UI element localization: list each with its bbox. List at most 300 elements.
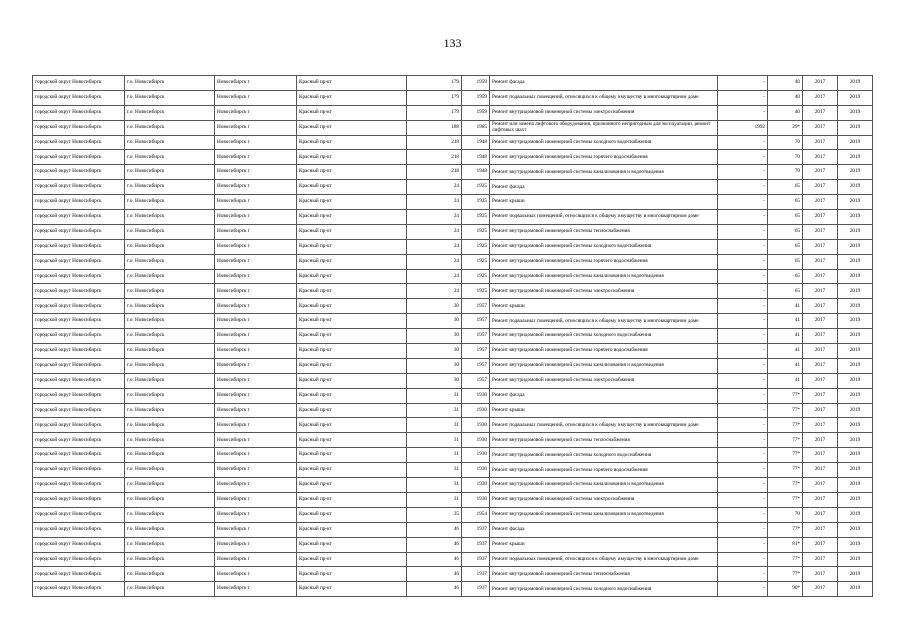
plan-end-cell: 2019 [838,329,873,344]
house-number-cell: 179 [407,90,462,105]
district-cell: г.о. Новосибирск [125,314,215,329]
table-row [33,567,873,582]
build-year-cell: 1925 [462,239,490,254]
plan-start-cell: 2017 [803,90,838,105]
work-type-cell: Ремонт внутридомовой инженерной системы холодного водоснабжения [490,448,718,463]
house-number-cell: 31 [407,492,462,507]
municipality-cell: городской округ Новосибирск [33,329,125,344]
plan-start-cell: 2017 [803,388,838,403]
wear-percent-cell: 70 [768,507,803,522]
work-type-cell: Ремонт внутридомовой инженерной системы теплоснабжения [490,224,718,239]
build-year-cell: 1937 [462,582,490,597]
table-row [33,105,873,120]
municipality-cell: городской округ Новосибирск [33,299,125,314]
street-cell: Красный пр-кт [297,507,407,522]
city-cell: Новосибирск г [215,403,297,418]
municipality-cell: городской округ Новосибирск [33,492,125,507]
wear-percent-cell: 77* [768,433,803,448]
lift-year-cell: - [718,344,768,359]
house-number-cell: 46 [407,582,462,597]
street-cell: Красный пр-кт [297,165,407,180]
street-cell: Красный пр-кт [297,180,407,195]
house-number-cell: 179 [407,105,462,120]
lift-year-cell: - [718,567,768,582]
plan-end-cell: 2019 [838,537,873,552]
municipality-cell: городской округ Новосибирск [33,418,125,433]
plan-end-cell: 2019 [838,180,873,195]
plan-end-cell: 2019 [838,433,873,448]
work-type-cell: Ремонт внутридомовой инженерной системы холодного водоснабжения [490,135,718,150]
house-number-cell: 24 [407,195,462,210]
street-cell: Красный пр-кт [297,492,407,507]
plan-end-cell: 2019 [838,299,873,314]
street-cell: Красный пр-кт [297,463,407,478]
plan-end-cell: 2019 [838,507,873,522]
table-row [33,492,873,507]
build-year-cell: 1937 [462,552,490,567]
lift-year-cell: - [718,135,768,150]
wear-percent-cell: 41 [768,329,803,344]
wear-percent-cell: 40 [768,105,803,120]
plan-end-cell: 2019 [838,269,873,284]
district-cell: г.о. Новосибирск [125,195,215,210]
wear-percent-cell: 41 [768,344,803,359]
table-row [33,135,873,150]
municipality-cell: городской округ Новосибирск [33,284,125,299]
plan-end-cell: 2019 [838,120,873,135]
city-cell: Новосибирск г [215,329,297,344]
plan-end-cell: 2019 [838,90,873,105]
city-cell: Новосибирск г [215,463,297,478]
plan-start-cell: 2017 [803,254,838,269]
plan-start-cell: 2017 [803,358,838,373]
build-year-cell: 1930 [462,463,490,478]
build-year-cell: 1985 [462,120,490,135]
municipality-cell: городской округ Новосибирск [33,224,125,239]
table-row [33,433,873,448]
district-cell: г.о. Новосибирск [125,418,215,433]
table-row [33,373,873,388]
lift-year-cell: - [718,210,768,225]
street-cell: Красный пр-кт [297,522,407,537]
table-row [33,284,873,299]
plan-start-cell: 2017 [803,269,838,284]
table-row [33,254,873,269]
plan-end-cell: 2019 [838,388,873,403]
wear-percent-cell: 77* [768,552,803,567]
lift-year-cell: - [718,478,768,493]
house-number-cell: 31 [407,478,462,493]
plan-start-cell: 2017 [803,210,838,225]
wear-percent-cell: 65 [768,195,803,210]
work-type-cell: Ремонт внутридомовой инженерной системы электроснабжения [490,105,718,120]
wear-percent-cell: 65 [768,284,803,299]
house-number-cell: 31 [407,418,462,433]
house-number-cell: 46 [407,537,462,552]
plan-start-cell: 2017 [803,463,838,478]
street-cell: Красный пр-кт [297,269,407,284]
city-cell: Новосибирск г [215,105,297,120]
build-year-cell: 1930 [462,478,490,493]
wear-percent-cell: 77* [768,522,803,537]
district-cell: г.о. Новосибирск [125,120,215,135]
house-number-cell: 24 [407,269,462,284]
table-row [33,478,873,493]
district-cell: г.о. Новосибирск [125,254,215,269]
municipality-cell: городской округ Новосибирск [33,478,125,493]
build-year-cell: 1937 [462,567,490,582]
table-row [33,165,873,180]
plan-start-cell: 2017 [803,478,838,493]
city-cell: Новосибирск г [215,76,297,91]
house-number-cell: 218 [407,135,462,150]
wear-percent-cell: 90* [768,582,803,597]
street-cell: Красный пр-кт [297,135,407,150]
district-cell: г.о. Новосибирск [125,552,215,567]
municipality-cell: городской округ Новосибирск [33,552,125,567]
street-cell: Красный пр-кт [297,76,407,91]
city-cell: Новосибирск г [215,239,297,254]
wear-percent-cell: 65 [768,224,803,239]
house-number-cell: 46 [407,567,462,582]
district-cell: г.о. Новосибирск [125,492,215,507]
district-cell: г.о. Новосибирск [125,135,215,150]
plan-start-cell: 2017 [803,239,838,254]
street-cell: Красный пр-кт [297,433,407,448]
street-cell: Красный пр-кт [297,358,407,373]
build-year-cell: 1925 [462,195,490,210]
lift-year-cell: - [718,492,768,507]
city-cell: Новосибирск г [215,537,297,552]
table-row [33,552,873,567]
district-cell: г.о. Новосибирск [125,388,215,403]
work-type-cell: Ремонт внутридомовой инженерной системы канализования и водоотведения [490,358,718,373]
table-row [33,180,873,195]
street-cell: Красный пр-кт [297,284,407,299]
lift-year-cell: - [718,329,768,344]
lift-year-cell: - [718,180,768,195]
work-type-cell: Ремонт подвальных помещений, относящихся к общему имуществу в многоквартирном доме [490,418,718,433]
lift-year-cell: - [718,239,768,254]
table-row [33,448,873,463]
plan-start-cell: 2017 [803,165,838,180]
lift-year-cell: - [718,552,768,567]
municipality-cell: городской округ Новосибирск [33,358,125,373]
municipality-cell: городской округ Новосибирск [33,433,125,448]
plan-end-cell: 2019 [838,552,873,567]
plan-start-cell: 2017 [803,284,838,299]
work-type-cell: Ремонт внутридомовой инженерной системы канализования и водоотведения [490,269,718,284]
district-cell: г.о. Новосибирск [125,329,215,344]
build-year-cell: 1959 [462,105,490,120]
plan-end-cell: 2019 [838,403,873,418]
city-cell: Новосибирск г [215,135,297,150]
lift-year-cell: - [718,195,768,210]
wear-percent-cell: 65 [768,269,803,284]
work-type-cell: Ремонт внутридомовой инженерной системы холодного водоснабжения [490,329,718,344]
table-row [33,344,873,359]
house-number-cell: 24 [407,210,462,225]
build-year-cell: 1948 [462,150,490,165]
build-year-cell: 1925 [462,210,490,225]
page-number: 133 [443,36,462,50]
plan-end-cell: 2019 [838,463,873,478]
municipality-cell: городской округ Новосибирск [33,195,125,210]
work-type-cell: Ремонт крыши [490,537,718,552]
district-cell: г.о. Новосибирск [125,180,215,195]
plan-start-cell: 2017 [803,224,838,239]
house-number-cell: 218 [407,165,462,180]
table-row [33,388,873,403]
house-number-cell: 179 [407,76,462,91]
work-type-cell: Ремонт внутридомовой инженерной системы холодного водоснабжения [490,582,718,597]
house-number-cell: 31 [407,433,462,448]
house-number-cell: 30 [407,329,462,344]
plan-start-cell: 2017 [803,105,838,120]
plan-start-cell: 2017 [803,120,838,135]
build-year-cell: 1957 [462,299,490,314]
capital-repair-table [32,75,873,597]
lift-year-cell: - [718,388,768,403]
plan-end-cell: 2019 [838,373,873,388]
plan-start-cell: 2017 [803,195,838,210]
build-year-cell: 1937 [462,537,490,552]
plan-start-cell: 2017 [803,180,838,195]
plan-end-cell: 2019 [838,224,873,239]
street-cell: Красный пр-кт [297,582,407,597]
municipality-cell: городской округ Новосибирск [33,210,125,225]
city-cell: Новосибирск г [215,358,297,373]
district-cell: г.о. Новосибирск [125,210,215,225]
wear-percent-cell: 77* [768,492,803,507]
district-cell: г.о. Новосибирск [125,239,215,254]
plan-end-cell: 2019 [838,105,873,120]
plan-end-cell: 2019 [838,358,873,373]
table-row [33,537,873,552]
house-number-cell: 24 [407,239,462,254]
street-cell: Красный пр-кт [297,403,407,418]
table-row [33,224,873,239]
city-cell: Новосибирск г [215,344,297,359]
work-type-cell: Ремонт подвальных помещений, относящихся к общему имуществу в многоквартирном доме [490,552,718,567]
municipality-cell: городской округ Новосибирск [33,239,125,254]
work-type-cell: Ремонт крыши [490,403,718,418]
house-number-cell: 24 [407,284,462,299]
work-type-cell: Ремонт фасада [490,76,718,91]
street-cell: Красный пр-кт [297,150,407,165]
city-cell: Новосибирск г [215,120,297,135]
street-cell: Красный пр-кт [297,314,407,329]
city-cell: Новосибирск г [215,210,297,225]
work-type-cell: Ремонт крыши [490,299,718,314]
table-row [33,195,873,210]
house-number-cell: 31 [407,448,462,463]
municipality-cell: городской округ Новосибирск [33,269,125,284]
lift-year-cell: - [718,522,768,537]
plan-end-cell: 2019 [838,165,873,180]
wear-percent-cell: 41 [768,373,803,388]
house-number-cell: 31 [407,403,462,418]
municipality-cell: городской округ Новосибирск [33,105,125,120]
municipality-cell: городской округ Новосибирск [33,537,125,552]
house-number-cell: 30 [407,373,462,388]
build-year-cell: 1925 [462,269,490,284]
city-cell: Новосибирск г [215,254,297,269]
district-cell: г.о. Новосибирск [125,463,215,478]
plan-start-cell: 2017 [803,135,838,150]
district-cell: г.о. Новосибирск [125,433,215,448]
build-year-cell: 1957 [462,344,490,359]
street-cell: Красный пр-кт [297,552,407,567]
city-cell: Новосибирск г [215,269,297,284]
plan-end-cell: 2019 [838,195,873,210]
work-type-cell: Ремонт внутридомовой инженерной системы электроснабжения [490,373,718,388]
plan-end-cell: 2019 [838,150,873,165]
table-row [33,299,873,314]
lift-year-cell: - [718,463,768,478]
work-type-cell: Ремонт внутридомовой инженерной системы канализования и водоотведения [490,478,718,493]
street-cell: Красный пр-кт [297,448,407,463]
wear-percent-cell: 77* [768,463,803,478]
district-cell: г.о. Новосибирск [125,165,215,180]
table-row [33,329,873,344]
plan-start-cell: 2017 [803,507,838,522]
wear-percent-cell: 41 [768,314,803,329]
district-cell: г.о. Новосибирск [125,344,215,359]
wear-percent-cell: 70 [768,165,803,180]
municipality-cell: городской округ Новосибирск [33,90,125,105]
city-cell: Новосибирск г [215,388,297,403]
district-cell: г.о. Новосибирск [125,478,215,493]
district-cell: г.о. Новосибирск [125,358,215,373]
wear-percent-cell: 77* [768,478,803,493]
work-type-cell: Ремонт внутридомовой инженерной системы горячего водоснабжения [490,254,718,269]
city-cell: Новосибирск г [215,507,297,522]
street-cell: Красный пр-кт [297,90,407,105]
city-cell: Новосибирск г [215,195,297,210]
plan-end-cell: 2019 [838,284,873,299]
build-year-cell: 1925 [462,224,490,239]
build-year-cell: 1957 [462,314,490,329]
plan-end-cell: 2019 [838,448,873,463]
table-row [33,210,873,225]
city-cell: Новосибирск г [215,418,297,433]
build-year-cell: 1930 [462,403,490,418]
municipality-cell: городской округ Новосибирск [33,507,125,522]
municipality-cell: городской округ Новосибирск [33,150,125,165]
plan-end-cell: 2019 [838,344,873,359]
work-type-cell: Ремонт внутридомовой инженерной системы электроснабжения [490,492,718,507]
table-row [33,463,873,478]
house-number-cell: 24 [407,180,462,195]
plan-end-cell: 2019 [838,522,873,537]
wear-percent-cell: 65 [768,239,803,254]
build-year-cell: 1948 [462,165,490,180]
city-cell: Новосибирск г [215,448,297,463]
plan-start-cell: 2017 [803,433,838,448]
house-number-cell: 31 [407,388,462,403]
house-number-cell: 46 [407,522,462,537]
municipality-cell: городской округ Новосибирск [33,388,125,403]
district-cell: г.о. Новосибирск [125,299,215,314]
district-cell: г.о. Новосибирск [125,76,215,91]
house-number-cell: 31 [407,463,462,478]
plan-start-cell: 2017 [803,344,838,359]
wear-percent-cell: 77* [768,403,803,418]
plan-end-cell: 2019 [838,239,873,254]
district-cell: г.о. Новосибирск [125,269,215,284]
work-type-cell: Ремонт внутридомовой инженерной системы горячего водоснабжения [490,344,718,359]
house-number-cell: 188 [407,120,462,135]
municipality-cell: городской округ Новосибирск [33,582,125,597]
table-row [33,269,873,284]
district-cell: г.о. Новосибирск [125,522,215,537]
street-cell: Красный пр-кт [297,344,407,359]
municipality-cell: городской округ Новосибирск [33,567,125,582]
plan-end-cell: 2019 [838,582,873,597]
lift-year-cell: - [718,373,768,388]
city-cell: Новосибирск г [215,284,297,299]
wear-percent-cell: 41 [768,299,803,314]
lift-year-cell: - [718,224,768,239]
plan-end-cell: 2019 [838,478,873,493]
table-row [33,582,873,597]
work-type-cell: Ремонт фасада [490,522,718,537]
plan-end-cell: 2019 [838,210,873,225]
build-year-cell: 1959 [462,76,490,91]
city-cell: Новосибирск г [215,522,297,537]
build-year-cell: 1937 [462,522,490,537]
street-cell: Красный пр-кт [297,299,407,314]
plan-end-cell: 2019 [838,418,873,433]
city-cell: Новосибирск г [215,478,297,493]
lift-year-cell: - [718,433,768,448]
work-type-cell: Ремонт подвальных помещений, относящихся к общему имуществу в многоквартирном доме [490,90,718,105]
lift-year-cell: - [718,254,768,269]
work-type-cell: Ремонт фасада [490,180,718,195]
wear-percent-cell: 77* [768,567,803,582]
table-row [33,120,873,135]
district-cell: г.о. Новосибирск [125,150,215,165]
build-year-cell: 1948 [462,135,490,150]
plan-start-cell: 2017 [803,373,838,388]
build-year-cell: 1957 [462,329,490,344]
city-cell: Новосибирск г [215,90,297,105]
city-cell: Новосибирск г [215,492,297,507]
table-row [33,522,873,537]
table-row [33,358,873,373]
table-row [33,90,873,105]
district-cell: г.о. Новосибирск [125,537,215,552]
municipality-cell: городской округ Новосибирск [33,344,125,359]
street-cell: Красный пр-кт [297,105,407,120]
lift-year-cell: - [718,150,768,165]
street-cell: Красный пр-кт [297,329,407,344]
work-type-cell: Ремонт внутридомовой инженерной системы теплоснабжения [490,433,718,448]
wear-percent-cell: 65 [768,254,803,269]
table-row [33,507,873,522]
wear-percent-cell: 77* [768,388,803,403]
lift-year-cell: - [718,76,768,91]
street-cell: Красный пр-кт [297,567,407,582]
street-cell: Красный пр-кт [297,239,407,254]
district-cell: г.о. Новосибирск [125,448,215,463]
wear-percent-cell: 29* [768,120,803,135]
lift-year-cell: - [718,418,768,433]
plan-start-cell: 2017 [803,329,838,344]
table-row [33,239,873,254]
table-row [33,403,873,418]
